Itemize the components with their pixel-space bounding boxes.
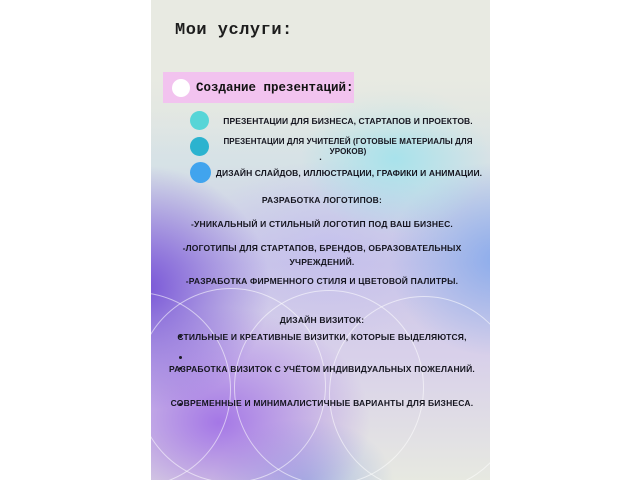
presentation-item <box>190 110 487 131</box>
page-title: Мои услуги: <box>175 21 293 40</box>
poster-canvas <box>151 0 490 480</box>
list-dot-icon <box>179 356 182 359</box>
bullet-circle-blue-icon <box>190 162 211 183</box>
presentation-item <box>190 162 487 183</box>
cards-section-heading: ДИЗАЙН ВИЗИТОК: <box>279 315 365 325</box>
white-circle-icon <box>172 79 190 97</box>
logos-item: -РАЗРАБОТКА ФИРМЕННОГО СТИЛЯ И ЦВЕТОВОЙ ПАЛИТРЫ. <box>185 276 459 286</box>
cards-item: СОВРЕМЕННЫЕ И МИНИМАЛИСТИЧНЫЕ ВАРИАНТЫ ДЛЯ БИЗНЕСА. <box>170 398 474 408</box>
presentation-item-label: ПРЕЗЕНТАЦИИ ДЛЯ УЧИТЕЛЕЙ (ГОТОВЫЕ МАТЕРИАЛЫ ДЛЯ УРОКОВ) <box>223 136 473 156</box>
logos-item: -ЛОГОТИПЫ ДЛЯ СТАРТАПОВ, БРЕНДОВ, ОБРАЗОВАТЕЛЬНЫХ УЧРЕЖДЕНИЙ. <box>182 243 462 267</box>
highlight-label: Создание презентаций: <box>196 80 354 95</box>
dot-separator: . <box>319 152 322 162</box>
presentation-item-label: ДИЗАЙН СЛАЙДОВ, ИЛЛЮСТРАЦИИ, ГРАФИКИ И АНИМАЦИИ. <box>215 167 483 178</box>
cards-item: СТИЛЬНЫЕ И КРЕАТИВНЫЕ ВИЗИТКИ, КОТОРЫЕ ВЫДЕЛЯЮТСЯ, <box>177 332 467 342</box>
logos-item: -УНИКАЛЬНЫЙ И СТИЛЬНЫЙ ЛОГОТИП ПОД ВАШ БИЗНЕС. <box>190 219 453 229</box>
highlight-banner <box>163 72 354 103</box>
logos-section-heading: РАЗРАБОТКА ЛОГОТИПОВ: <box>261 195 383 205</box>
presentation-item-label: ПРЕЗЕНТАЦИИ ДЛЯ БИЗНЕСА, СТАРТАПОВ И ПРОЕКТОВ. <box>223 115 473 126</box>
cards-item: РАЗРАБОТКА ВИЗИТОК С УЧЁТОМ ИНДИВИДУАЛЬНЫХ ПОЖЕЛАНИЙ. <box>168 364 475 374</box>
bullet-circle-turquoise-icon <box>190 111 209 130</box>
